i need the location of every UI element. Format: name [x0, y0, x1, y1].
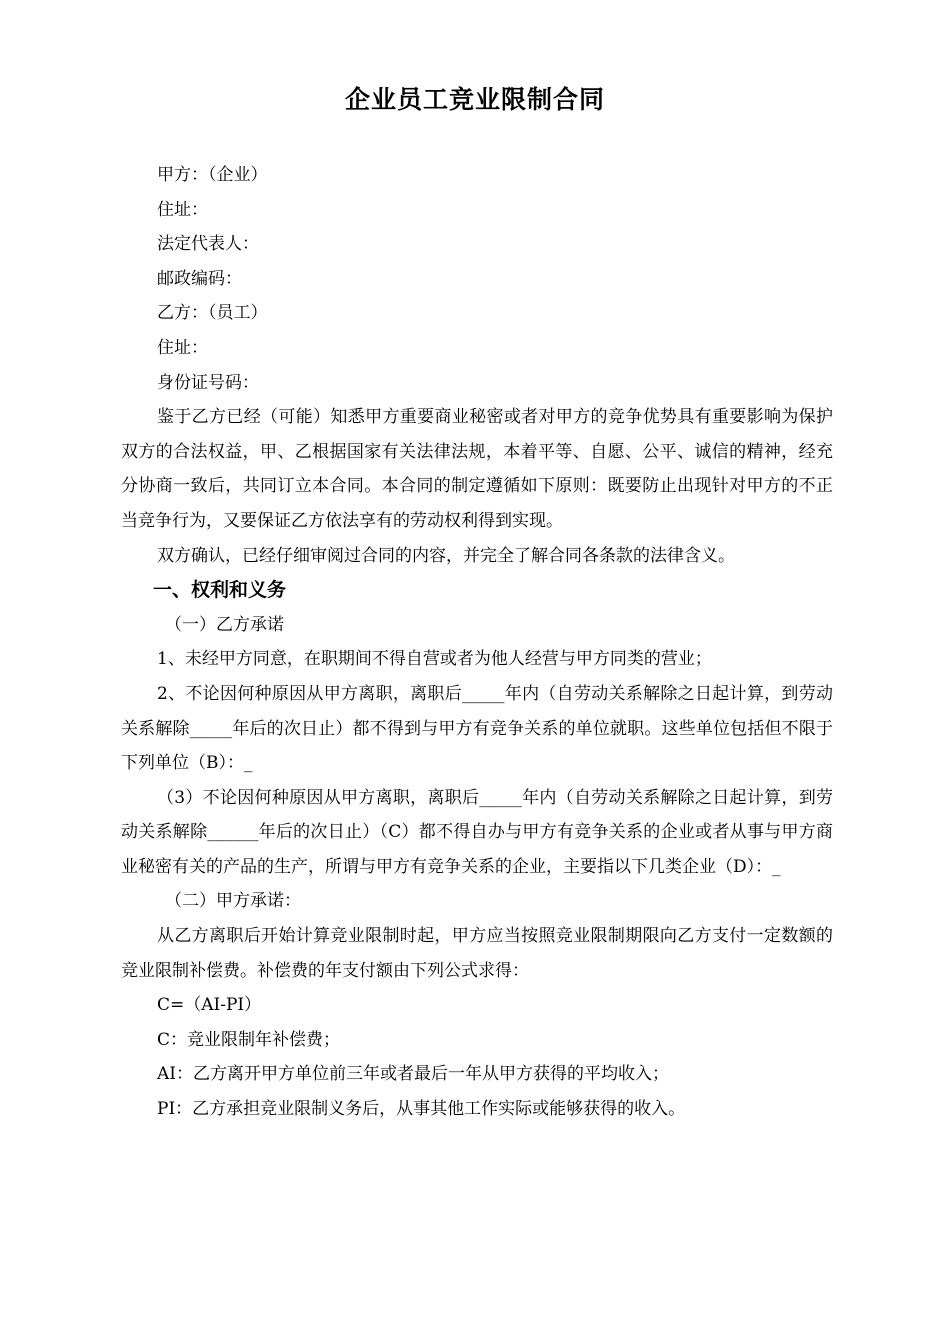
preamble-paragraph: 鉴于乙方已经（可能）知悉甲方重要商业秘密或者对甲方的竞争优势具有重要影响为保护双方的合法权益，甲、乙根据国家有关法律法规，本着平等、自愿、公平、诚信的精神，经充分协商一致后，共同订立本合同。本合同的制定遵循如下原则：既要防止出现针对甲方的不正当竞争行为，又要保证乙方依法享有的劳动权利得到实现。	[121, 407, 833, 531]
party-b-line: 乙方：（员工）	[157, 303, 268, 324]
compensation-paragraph: 从乙方离职后开始计算竞业限制时起，甲方应当按照竞业限制期限向乙方支付一定数额的竞业限制补偿费。补偿费的年支付额由下列公式求得：	[121, 926, 833, 981]
commitment-item-3: （3）不论因何种原因从甲方离职，离职后_____年内（自劳动关系解除之日起计算，到劳动关系解除______年后的次日止）（C）都不得自办与甲方有竞争关系的企业或者从事与甲方商业秘密有关的产品的生产，所谓与甲方有竞争关系的企业，主要指以下几类企业（D）：_	[121, 787, 833, 877]
formula-definition-pi: PI：乙方承担竞业限制义务后，从事其他工作实际或能够获得的收入。	[157, 1099, 686, 1120]
party-b-commitment-heading: （一）乙方承诺	[165, 614, 284, 635]
party-a-address-line: 住址：	[157, 199, 208, 220]
party-b-address-line: 住址：	[157, 337, 208, 358]
document-body	[121, 158, 833, 1127]
party-a-commitment-heading: （二）甲方承诺：	[165, 891, 301, 912]
confirmation-paragraph: 双方确认，已经仔细审阅过合同的内容，并完全了解合同各条款的法律含义。	[157, 545, 735, 566]
commitment-item-2: 2、不论因何种原因从甲方离职，离职后_____年内（自劳动关系解除之日起计算，到劳动关系解除_____年后的次日止）都不得到与甲方有竞争关系的单位就职。这些单位包括但不限于下列单位（B）：_	[121, 683, 833, 774]
formula-definition-ai: AI：乙方离开甲方单位前三年或者最后一年从甲方获得的平均收入；	[157, 1064, 669, 1085]
id-number-line: 身份证号码：	[157, 372, 259, 393]
postal-code-line: 邮政编码：	[157, 268, 242, 289]
commitment-item-1: 1、未经甲方同意，在职期间不得自营或者为他人经营与甲方同类的营业；	[157, 649, 712, 670]
party-a-line: 甲方：（企业）	[157, 165, 268, 185]
document-title: 企业员工竞业限制合同	[344, 85, 605, 114]
formula-definition-c: C：竞业限制年补偿费；	[157, 1029, 341, 1050]
section-rights-obligations-heading: 一、权利和义务	[153, 579, 287, 602]
compensation-formula: C=（AI-PI）	[157, 995, 262, 1016]
legal-representative-line: 法定代表人：	[157, 234, 259, 255]
